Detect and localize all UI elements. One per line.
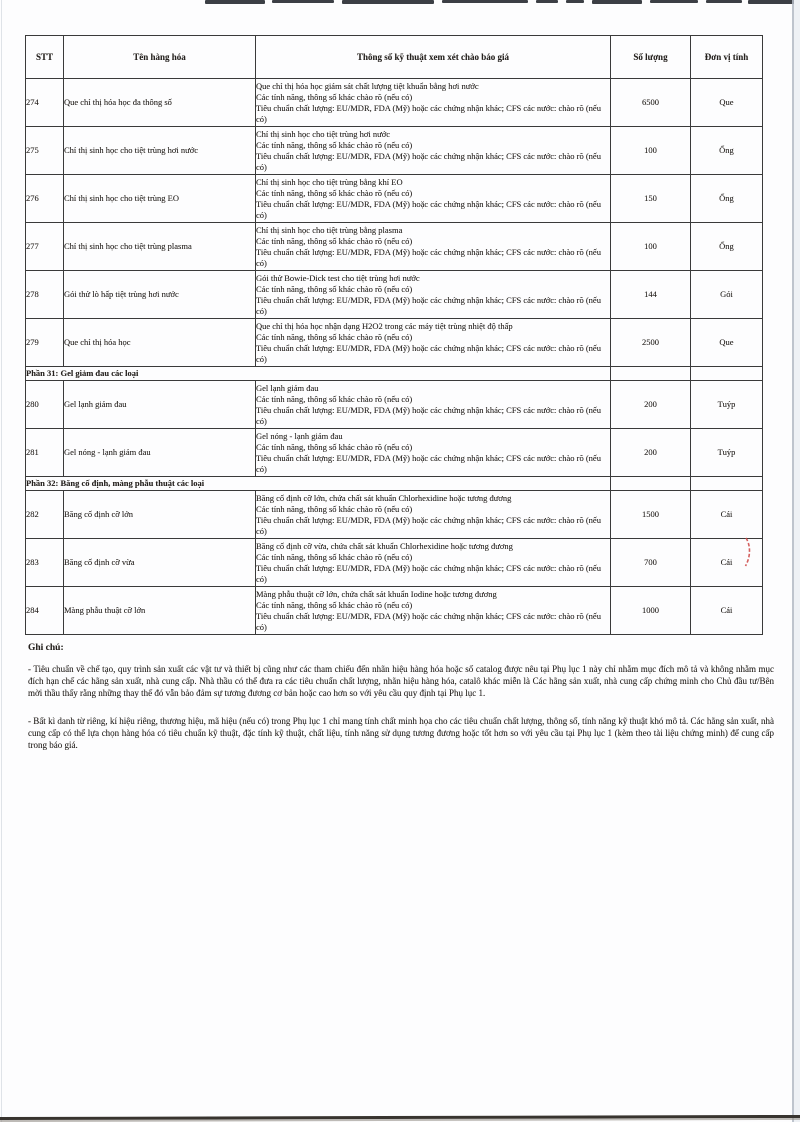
cell-stt: 279: [26, 319, 64, 367]
cell-quantity: 144: [611, 271, 691, 319]
cell-quantity: 1000: [611, 587, 691, 635]
cell-item-name: Chỉ thị sinh học cho tiệt trùng hơi nước: [64, 127, 256, 175]
section-label: Phần 32: Băng cố định, màng phẫu thuật các loại: [26, 477, 611, 491]
spec-line: Các tính năng, thông số khác chào rõ (nếu có): [256, 139, 413, 150]
table-row: [26, 587, 763, 635]
spec-line: Gel nóng - lạnh giảm đau: [256, 430, 343, 441]
table-header-row: [26, 36, 763, 79]
cell-spec: [256, 79, 611, 127]
cell-spec: [256, 539, 611, 587]
cell-quantity: 2500: [611, 319, 691, 367]
section-empty-cell: [611, 367, 691, 381]
cell-item-name: Màng phẫu thuật cỡ lớn: [64, 587, 256, 635]
cell-quantity: 200: [611, 381, 691, 429]
spec-line: Gói thử Bowie-Dick test cho tiệt trùng hơi nước: [256, 272, 420, 283]
spec-line: Tiêu chuẩn chất lượng: EU/MDR, FDA (Mỹ) hoặc các chứng nhận khác; CFS các nước: chào rõ (nếu có): [256, 514, 601, 536]
scan-artifact-segment: [650, 0, 698, 3]
spec-line: Băng cố định cỡ lớn, chứa chất sát khuẩn Chlorhexidine hoặc tương đương: [256, 492, 512, 503]
section-empty-cell: [691, 477, 763, 491]
items-table: [25, 35, 763, 635]
note-paragraph-1: - Tiêu chuẩn về chế tạo, quy trình sản xuất các vật tư và thiết bị cũng như các tham chiếu đến nhãn hiệu hàng hóa hoặc số catalog được nêu tại Phụ lục 1 này chỉ nhằm mục đích mô tả và không nhằm mục đích hạn chế các hãng sản xuất, nhà cung cấp. Nhà thầu có thể đưa ra các tiêu chuẩn chất lượng, nhãn hiệu hàng hóa, catalô khác miễn là Các hãng sản xuất, nhà cung cấp chứng minh cho Chủ đầu tư/Bên mời thầu thấy rằng những thay thế đó vẫn bảo đảm sự tương đương cơ bản hoặc cao hơn so với yêu cầu quy định tại Phụ lục 1.: [28, 664, 774, 698]
cell-item-name: Chỉ thị sinh học cho tiệt trùng EO: [64, 175, 256, 223]
spec-line: Tiêu chuẩn chất lượng: EU/MDR, FDA (Mỹ) hoặc các chứng nhận khác; CFS các nước: chào rõ (nếu có): [256, 246, 601, 268]
cell-item-name: Que chỉ thị hóa học đa thông số: [64, 79, 256, 127]
cell-spec: [256, 491, 611, 539]
spec-line: Tiêu chuẩn chất lượng: EU/MDR, FDA (Mỹ) hoặc các chứng nhận khác; CFS các nước: chào rõ (nếu có): [256, 150, 601, 172]
cell-unit: Que: [691, 79, 763, 127]
spec-line: Chỉ thị sinh học cho tiệt trùng hơi nước: [256, 128, 390, 139]
spec-line: Gel lạnh giảm đau: [256, 382, 319, 393]
col-header-name: Tên hàng hóa: [64, 36, 256, 79]
section-empty-cell: [691, 367, 763, 381]
cell-item-name: Gói thử lò hấp tiệt trùng hơi nước: [64, 271, 256, 319]
table-body: [26, 79, 763, 635]
spec-line: Các tính năng, thông số khác chào rõ (nếu có): [256, 91, 413, 102]
table-row: [26, 79, 763, 127]
spec-line: Các tính năng, thông số khác chào rõ (nếu có): [256, 187, 413, 198]
cell-spec: [256, 319, 611, 367]
spec-line: Băng cố định cỡ vừa, chứa chất sát khuẩn Chlorhexidine hoặc tương đương: [256, 540, 513, 551]
red-pen-mark: [741, 536, 755, 568]
cell-spec: [256, 127, 611, 175]
spec-line: Chỉ thị sinh học cho tiệt trùng bằng khí EO: [256, 176, 403, 187]
cell-unit: Ống: [691, 127, 763, 175]
cell-spec: [256, 429, 611, 477]
section-label: Phần 31: Gel giảm đau các loại: [26, 367, 611, 381]
cell-unit: Que: [691, 319, 763, 367]
cell-unit: Ống: [691, 175, 763, 223]
table-row: [26, 429, 763, 477]
spec-line: Các tính năng, thông số khác chào rõ (nếu có): [256, 283, 413, 294]
spec-line: Các tính năng, thông số khác chào rõ (nếu có): [256, 503, 413, 514]
spec-line: Các tính năng, thông số khác chào rõ (nếu có): [256, 551, 413, 562]
cell-quantity: 100: [611, 223, 691, 271]
cell-spec: [256, 175, 611, 223]
cell-unit: Tuýp: [691, 429, 763, 477]
spec-line: Tiêu chuẩn chất lượng: EU/MDR, FDA (Mỹ) hoặc các chứng nhận khác; CFS các nước: chào rõ (nếu có): [256, 342, 601, 364]
notes-title: Ghi chú:: [28, 643, 64, 653]
col-header-stt: STT: [26, 36, 64, 79]
cell-stt: 283: [26, 539, 64, 587]
spec-line: Tiêu chuẩn chất lượng: EU/MDR, FDA (Mỹ) hoặc các chứng nhận khác; CFS các nước: chào rõ (nếu có): [256, 198, 601, 220]
cell-item-name: Băng cố định cỡ vừa: [64, 539, 256, 587]
table-row: [26, 271, 763, 319]
page-edge-line: [792, 0, 794, 1122]
scan-artifact-segment: [442, 0, 528, 3]
spec-line: Các tính năng, thông số khác chào rõ (nếu có): [256, 393, 413, 404]
cell-unit: Cái: [691, 491, 763, 539]
scan-artifact-segment: [342, 0, 434, 4]
spec-line: Tiêu chuẩn chất lượng: EU/MDR, FDA (Mỹ) hoặc các chứng nhận khác; CFS các nước: chào rõ (nếu có): [256, 102, 601, 124]
page-edge-tint: [794, 0, 800, 1122]
note-paragraph-2: - Bất kì danh từ riêng, kí hiệu riêng, thương hiệu, mã hiệu (nếu có) trong Phụ lục 1 chỉ mang tính chất minh họa cho các tiêu chuẩn chất lượng, thông số, tính năng kỹ thuật khó mô tả. Các hãng sản xuất, nhà cung cấp có thể lựa chọn hàng hóa có tiêu chuẩn kỹ thuật, đặc tính kỹ thuật, chất liệu, tính năng sử dụng tương đương hoặc tốt hơn so với yêu cầu tại Phụ lục 1 (kèm theo tài liệu chứng minh) để cung cấp trong báo giá.: [28, 716, 774, 750]
spec-line: Tiêu chuẩn chất lượng: EU/MDR, FDA (Mỹ) hoặc các chứng nhận khác; CFS các nước: chào rõ (nếu có): [256, 562, 601, 584]
cell-stt: 276: [26, 175, 64, 223]
cell-quantity: 200: [611, 429, 691, 477]
spec-line: Tiêu chuẩn chất lượng: EU/MDR, FDA (Mỹ) hoặc các chứng nhận khác; CFS các nước: chào rõ (nếu có): [256, 404, 601, 426]
cell-item-name: Que chỉ thị hóa học: [64, 319, 256, 367]
spec-line: Các tính năng, thông số khác chào rõ (nếu có): [256, 235, 413, 246]
cell-stt: 275: [26, 127, 64, 175]
notes-section: [28, 642, 774, 767]
cell-spec: [256, 223, 611, 271]
table-row: [26, 319, 763, 367]
table-row: [26, 539, 763, 587]
scan-artifact-segment: [205, 0, 265, 4]
cell-quantity: 1500: [611, 491, 691, 539]
scan-artifact-segment: [566, 0, 584, 3]
cell-quantity: 100: [611, 127, 691, 175]
cell-unit: Gói: [691, 271, 763, 319]
table-row: [26, 381, 763, 429]
scan-artifact-segment: [706, 0, 742, 3]
section-row: [26, 477, 763, 491]
cell-quantity: 700: [611, 539, 691, 587]
cell-stt: 280: [26, 381, 64, 429]
cell-spec: [256, 381, 611, 429]
cell-unit: Cái: [691, 539, 763, 587]
spec-line: Các tính năng, thông số khác chào rõ (nếu có): [256, 331, 413, 342]
col-header-qty: Số lượng: [611, 36, 691, 79]
cell-stt: 274: [26, 79, 64, 127]
cell-quantity: 150: [611, 175, 691, 223]
spec-line: Các tính năng, thông số khác chào rõ (nếu có): [256, 599, 413, 610]
scan-artifact-segment: [592, 0, 642, 4]
spec-line: Tiêu chuẩn chất lượng: EU/MDR, FDA (Mỹ) hoặc các chứng nhận khác; CFS các nước: chào rõ (nếu có): [256, 610, 601, 632]
spec-line: Tiêu chuẩn chất lượng: EU/MDR, FDA (Mỹ) hoặc các chứng nhận khác; CFS các nước: chào rõ (nếu có): [256, 294, 601, 316]
cell-stt: 277: [26, 223, 64, 271]
cell-stt: 281: [26, 429, 64, 477]
spec-line: Tiêu chuẩn chất lượng: EU/MDR, FDA (Mỹ) hoặc các chứng nhận khác; CFS các nước: chào rõ (nếu có): [256, 452, 601, 474]
scan-artifact-segment: [272, 0, 334, 3]
table-row: [26, 175, 763, 223]
cell-item-name: Chỉ thị sinh học cho tiệt trùng plasma: [64, 223, 256, 271]
cell-unit: Tuýp: [691, 381, 763, 429]
col-header-unit: Đơn vị tính: [691, 36, 763, 79]
spec-line: Que chỉ thị hóa học nhận dạng H2O2 trong các máy tiệt trùng nhiệt độ thấp: [256, 320, 513, 331]
cell-spec: [256, 587, 611, 635]
table-row: [26, 127, 763, 175]
col-header-spec: Thông số kỹ thuật xem xét chào báo giá: [256, 36, 611, 79]
cell-stt: 284: [26, 587, 64, 635]
spec-line: Chỉ thị sinh học cho tiệt trùng bằng plasma: [256, 224, 403, 235]
cell-unit: Cái: [691, 587, 763, 635]
cell-stt: 282: [26, 491, 64, 539]
cell-item-name: Băng cố định cỡ lớn: [64, 491, 256, 539]
page-edge-line-left: [1, 0, 2, 1122]
table-row: [26, 491, 763, 539]
scan-artifact-segment: [536, 0, 558, 3]
cell-spec: [256, 271, 611, 319]
spec-line: Màng phẫu thuật cỡ lớn, chứa chất sát khuẩn Iodine hoặc tương đương: [256, 588, 497, 599]
cell-item-name: Gel lạnh giảm đau: [64, 381, 256, 429]
cell-item-name: Gel nóng - lạnh giảm đau: [64, 429, 256, 477]
section-empty-cell: [611, 477, 691, 491]
table-row: [26, 223, 763, 271]
spec-line: Các tính năng, thông số khác chào rõ (nếu có): [256, 441, 413, 452]
cell-quantity: 6500: [611, 79, 691, 127]
section-row: [26, 367, 763, 381]
cell-unit: Ống: [691, 223, 763, 271]
spec-line: Que chỉ thị hóa học giám sát chất lượng tiệt khuẩn bằng hơi nước: [256, 80, 479, 91]
cell-stt: 278: [26, 271, 64, 319]
